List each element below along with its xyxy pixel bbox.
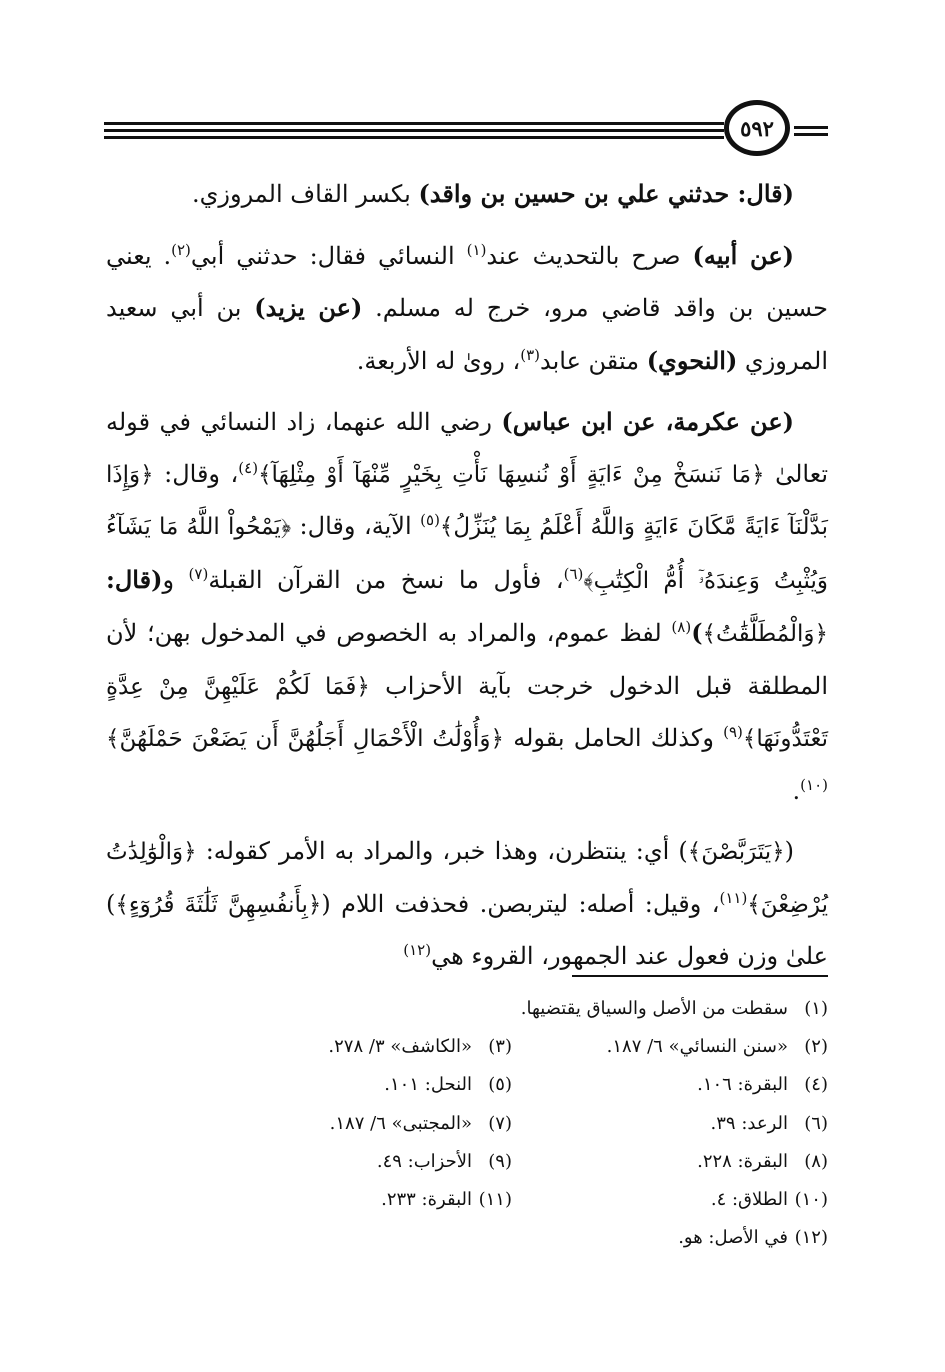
footnote-6: (٦)الرعد: ٣٩. <box>710 1112 828 1134</box>
quran-quote: ﴿بِأَنفُسِهِنَّ ثَلَٰثَةَ قُرُوٓءٍ﴾ <box>115 891 322 918</box>
page-header <box>104 100 828 160</box>
text-run: متقن عابد <box>540 346 647 375</box>
footnote-2: (٢)«سنن النسائي» ٦/ ١٨٧. <box>606 1036 828 1058</box>
text-run: لفظ عموم، والمراد به الخصوص في المدخول بهن؛ لأن المطلقة قبل الدخول خرجت بآية الأحزاب <box>106 619 828 700</box>
header-rule <box>794 133 828 136</box>
footnote-10: (١٠)الطلاق: ٤. <box>710 1188 828 1210</box>
footnote-ref: (٣) <box>520 345 540 364</box>
paragraph <box>106 168 828 221</box>
quran-quote: ﴿يَمْحُواْ اللَّهُ مَا يَشَآءُ وَيُثْبِتُ وَعِندَهُۥٓ أُمُّ الْكِتَٰبِ﴾ <box>106 514 828 594</box>
footnote-5: (٥)النحل: ١٠١. <box>384 1074 512 1096</box>
footnote-ref: (٦) <box>563 564 584 583</box>
bold-run: (عن أبيه) <box>692 240 794 270</box>
footnote-4: (٤)البقرة: ١٠٦. <box>697 1074 828 1096</box>
footnote-12: (١٢)في الأصل: هو. <box>678 1227 828 1249</box>
quran-quote: ﴿فَمَا لَكُمْ عَلَيْهِنَّ مِنْ عِدَّةٍ تَعْتَدُّونَهَا﴾ <box>106 673 828 752</box>
footnote-ref: (٤) <box>238 458 259 477</box>
text-run: صرح بالتحديث عند <box>486 241 693 270</box>
quran-quote: ﴿يَتَرَبَّصْنَ﴾ <box>687 839 785 865</box>
text-run: ، فأول ما نسخ من القرآن القبلة <box>208 565 564 594</box>
text-run: الآية، وقال: <box>291 512 421 540</box>
footnote-9: (٩)الأحزاب: ٤٩. <box>376 1150 512 1172</box>
quran-quote: ﴿وَالْوَٰلِدَٰتُ يُرْضِعْنَ﴾ <box>106 839 828 918</box>
quran-quote: ﴿وَأُوْلَٰتُ الْأَحْمَالِ أَجَلُهُنَّ أَن يَضَعْنَ حَمْلَهُنَّ﴾ <box>106 726 505 752</box>
footnotes <box>280 990 828 1257</box>
text-run: ( <box>784 837 794 865</box>
text-run: ، وقيل: أصله: ليتربصن. فحذفت اللام ( <box>321 889 720 918</box>
paragraph <box>106 826 828 983</box>
text-run: رضي الله عنهما، زاد النسائي في قوله تعالىٰ <box>106 408 828 488</box>
paragraph <box>106 396 828 817</box>
text-run: النسائي فقال: حدثني أبي <box>190 241 467 270</box>
footnote-ref: (١٠) <box>800 775 828 794</box>
quran-quote: ﴿وَالْمُطَلَّقَٰتُ﴾ <box>702 621 829 647</box>
bold-run: (قال: <box>106 564 163 594</box>
footnote-3: (٣)«الكاشف» ٣/ ٢٧٨. <box>328 1036 512 1058</box>
bold-run: (عن يزيد) <box>254 293 363 322</box>
text-run: بن أبي سعيد المروزي <box>106 294 828 375</box>
header-rule <box>104 136 724 139</box>
footnote-ref: (٥) <box>420 511 440 529</box>
footnote-ref: (٧) <box>188 564 209 583</box>
text-run: ) أي: ينتظرن، وهذا خبر، والمراد به الأمر كقوله: <box>196 837 688 865</box>
paragraph <box>106 230 828 388</box>
footnote-1: (١)سقطت من الأصل والسياق يقتضيها. <box>520 998 828 1019</box>
text-run: ) علىٰ وزن فعول عند الجمهور، القروء هي <box>106 889 828 970</box>
text-run: و <box>162 565 189 594</box>
text-run: . <box>792 776 801 805</box>
quran-quote: ﴿مَا نَنسَخْ مِنْ ءَايَةٍ أَوْ نُنسِهَا نَأْتِ بِخَيْرٍ مِّنْهَآ أَوْ مِثْلِهَآ﴾ <box>258 461 765 488</box>
page-number: ٥٩٢ <box>724 100 790 156</box>
quran-quote: ﴿وَإِذَا بَدَّلْنَآ ءَايَةً مَّكَانَ ءَايَةٍ وَاللَّهُ أَعْلَمُ بِمَا يُنَزِّلُ﴾ <box>106 461 828 540</box>
header-rule <box>104 129 724 132</box>
footnote-11: (١١)البقرة: ٢٣٣. <box>381 1188 512 1210</box>
footnote-ref: (٨) <box>671 618 692 636</box>
text-run: ، وقال: <box>153 459 239 488</box>
bold-run: (النحوي) <box>646 345 738 375</box>
bold-run: (عن عكرمة، عن ابن عباس) <box>501 407 795 436</box>
footnote-ref: (١) <box>466 240 487 259</box>
footnote-ref: (٩) <box>723 723 743 741</box>
header-rule <box>104 122 724 125</box>
footnote-ref: (١٢) <box>403 941 432 959</box>
footnote-ref: (٢) <box>171 240 191 259</box>
footnote-8: (٨)البقرة: ٢٢٨. <box>697 1150 828 1172</box>
main-text <box>106 168 828 983</box>
header-rule <box>794 126 828 129</box>
text-run: وكذلك الحامل بقوله <box>504 724 724 752</box>
bold-run: (قال: حدثني علي بن حسين بن واقد) <box>418 179 794 208</box>
footnote-separator <box>572 975 828 977</box>
footnote-ref: (١١) <box>719 888 748 907</box>
text-run: . يعني حسين بن واقد قاضي مرو، خرج له مسلم. <box>106 241 829 322</box>
text-run: بكسر القاف المروزي. <box>191 180 419 208</box>
bold-run: ) <box>691 618 703 647</box>
footnote-7: (٧)«المجتبى» ٦/ ١٨٧. <box>329 1112 512 1134</box>
text-run: ، روىٰ له الأربعة. <box>356 346 521 375</box>
